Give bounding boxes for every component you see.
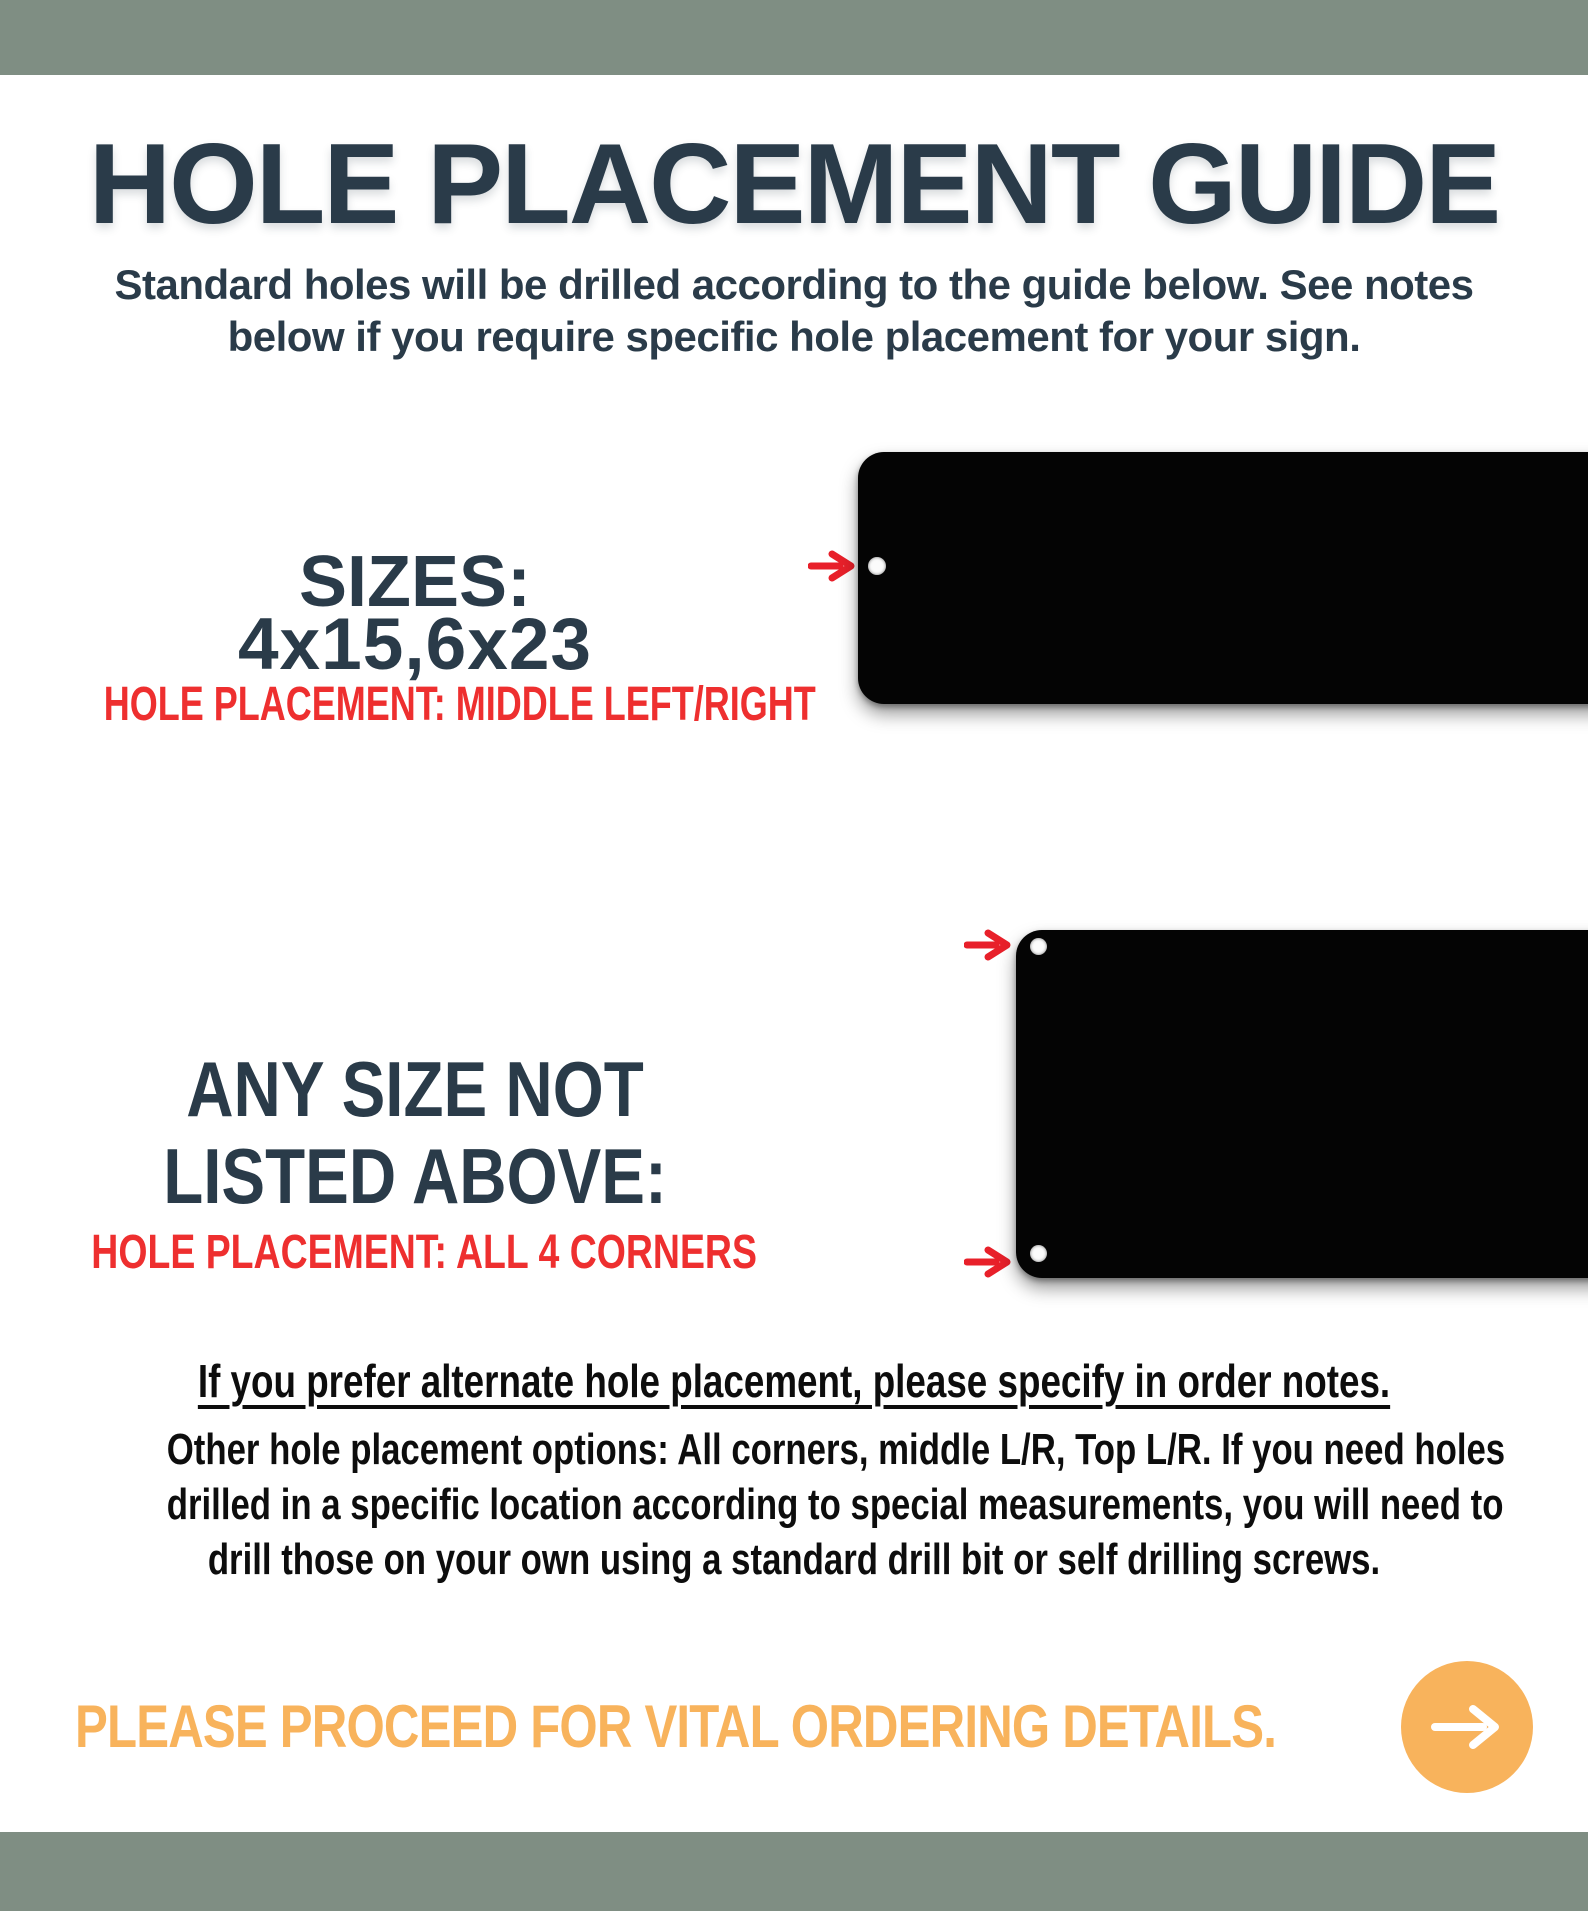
placement-options-paragraph — [0, 1422, 1588, 1587]
page-title: HOLE PLACEMENT GUIDE — [88, 121, 1500, 248]
drill-hole-top-left — [1030, 938, 1047, 955]
drill-hole-bottom-left — [1030, 1245, 1047, 1262]
hole-pointer-arrow-icon — [964, 928, 1012, 962]
page-subtitle — [0, 259, 1588, 363]
subtitle-line-2: below if you require specific hole placement for your sign. — [227, 313, 1361, 360]
hole-pointer-arrow-icon — [808, 549, 856, 583]
subtitle-line-1: Standard holes will be drilled according to the guide below. See notes — [114, 261, 1474, 308]
sizes-hole-note: HOLE PLACEMENT: MIDDLE LEFT/RIGHT — [103, 678, 816, 731]
top-border-band — [0, 0, 1588, 75]
sizes-heading-line-2: 4x15,6x23 — [237, 604, 593, 685]
sizes-heading-line-1: SIZES: — [298, 542, 532, 622]
any-size-heading-line-2: LISTED ABOVE: — [163, 1132, 667, 1220]
any-size-hole-note: HOLE PLACEMENT: ALL 4 CORNERS — [91, 1226, 757, 1279]
alternate-placement-note: If you prefer alternate hole placement, please specify in order notes. — [197, 1355, 1391, 1407]
sign-preview-corner-holes — [1016, 930, 1588, 1278]
hole-pointer-arrow-icon — [964, 1245, 1012, 1279]
proceed-cta-text: PLEASE PROCEED FOR VITAL ORDERING DETAILS. — [75, 1693, 1277, 1760]
proceed-arrow-badge — [1401, 1661, 1533, 1793]
drill-hole-middle-left — [868, 557, 886, 575]
any-size-heading-line-1: ANY SIZE NOT — [186, 1045, 644, 1133]
paragraph-line-3: drill those on your own using a standard drill bit or self drilling screws. — [207, 1535, 1381, 1584]
arrow-right-icon — [1429, 1700, 1505, 1754]
paragraph-line-1: Other hole placement options: All corners, middle L/R, Top L/R. If you need holes — [166, 1425, 1506, 1474]
paragraph-line-2: drilled in a specific location according to special measurements, you will need to — [166, 1480, 1504, 1529]
sign-preview-middle-hole — [858, 452, 1588, 704]
bottom-border-band — [0, 1832, 1588, 1911]
